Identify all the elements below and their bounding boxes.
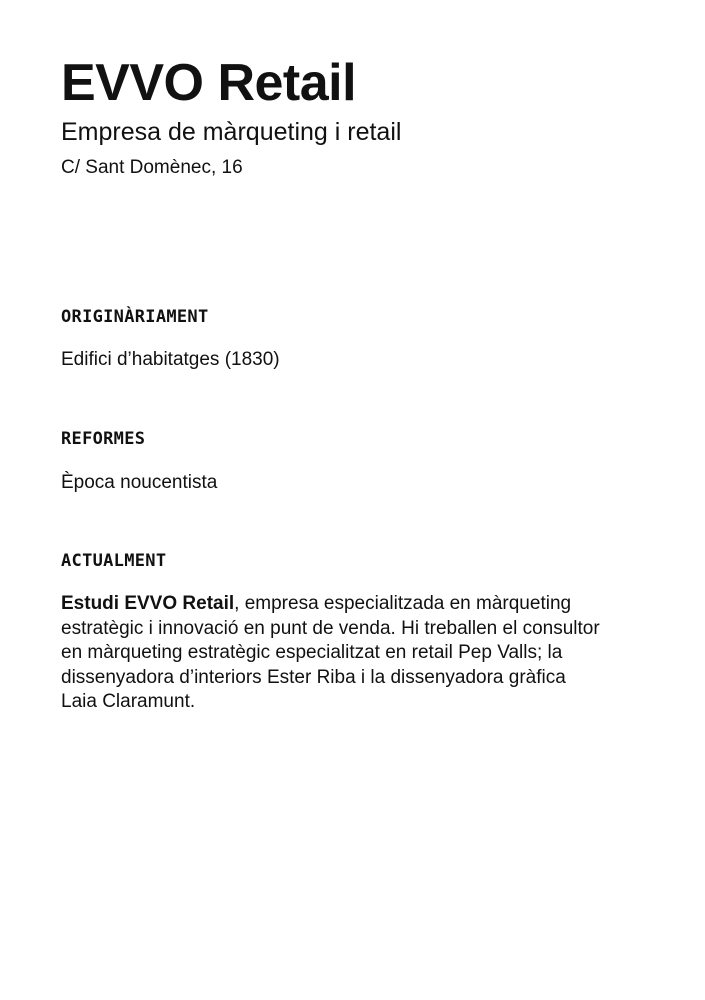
paragraph-lead: Estudi EVVO Retail bbox=[61, 593, 235, 614]
section-text-originally: Edifici d’habitatges (1830) bbox=[61, 349, 280, 370]
address: C/ Sant Domènec, 16 bbox=[61, 157, 243, 178]
section-heading-renovations: REFORMES bbox=[61, 429, 146, 449]
paragraph-line: en màrqueting estratègic especialitzat en retail Pep Valls; la bbox=[61, 642, 563, 663]
paragraph-line: Laia Claramunt. bbox=[61, 691, 196, 712]
page-title: EVVO Retail bbox=[61, 54, 357, 112]
section-text-renovations: Època noucentista bbox=[61, 472, 218, 493]
paragraph-line-text: , empresa especialitzada en màrqueting bbox=[234, 593, 572, 614]
section-heading-currently: ACTUALMENT bbox=[61, 551, 167, 571]
section-text-currently bbox=[61, 592, 661, 715]
section-heading-originally: ORIGINÀRIAMENT bbox=[61, 307, 209, 327]
paragraph-line: estratègic i innovació en punt de venda. Hi treballen el consultor bbox=[61, 617, 600, 639]
page-subtitle: Empresa de màrqueting i retail bbox=[61, 118, 402, 146]
paragraph-line: dissenyadora d’interiors Ester Riba i la dissenyadora gràfica bbox=[61, 666, 566, 688]
paragraph-line bbox=[61, 592, 661, 617]
